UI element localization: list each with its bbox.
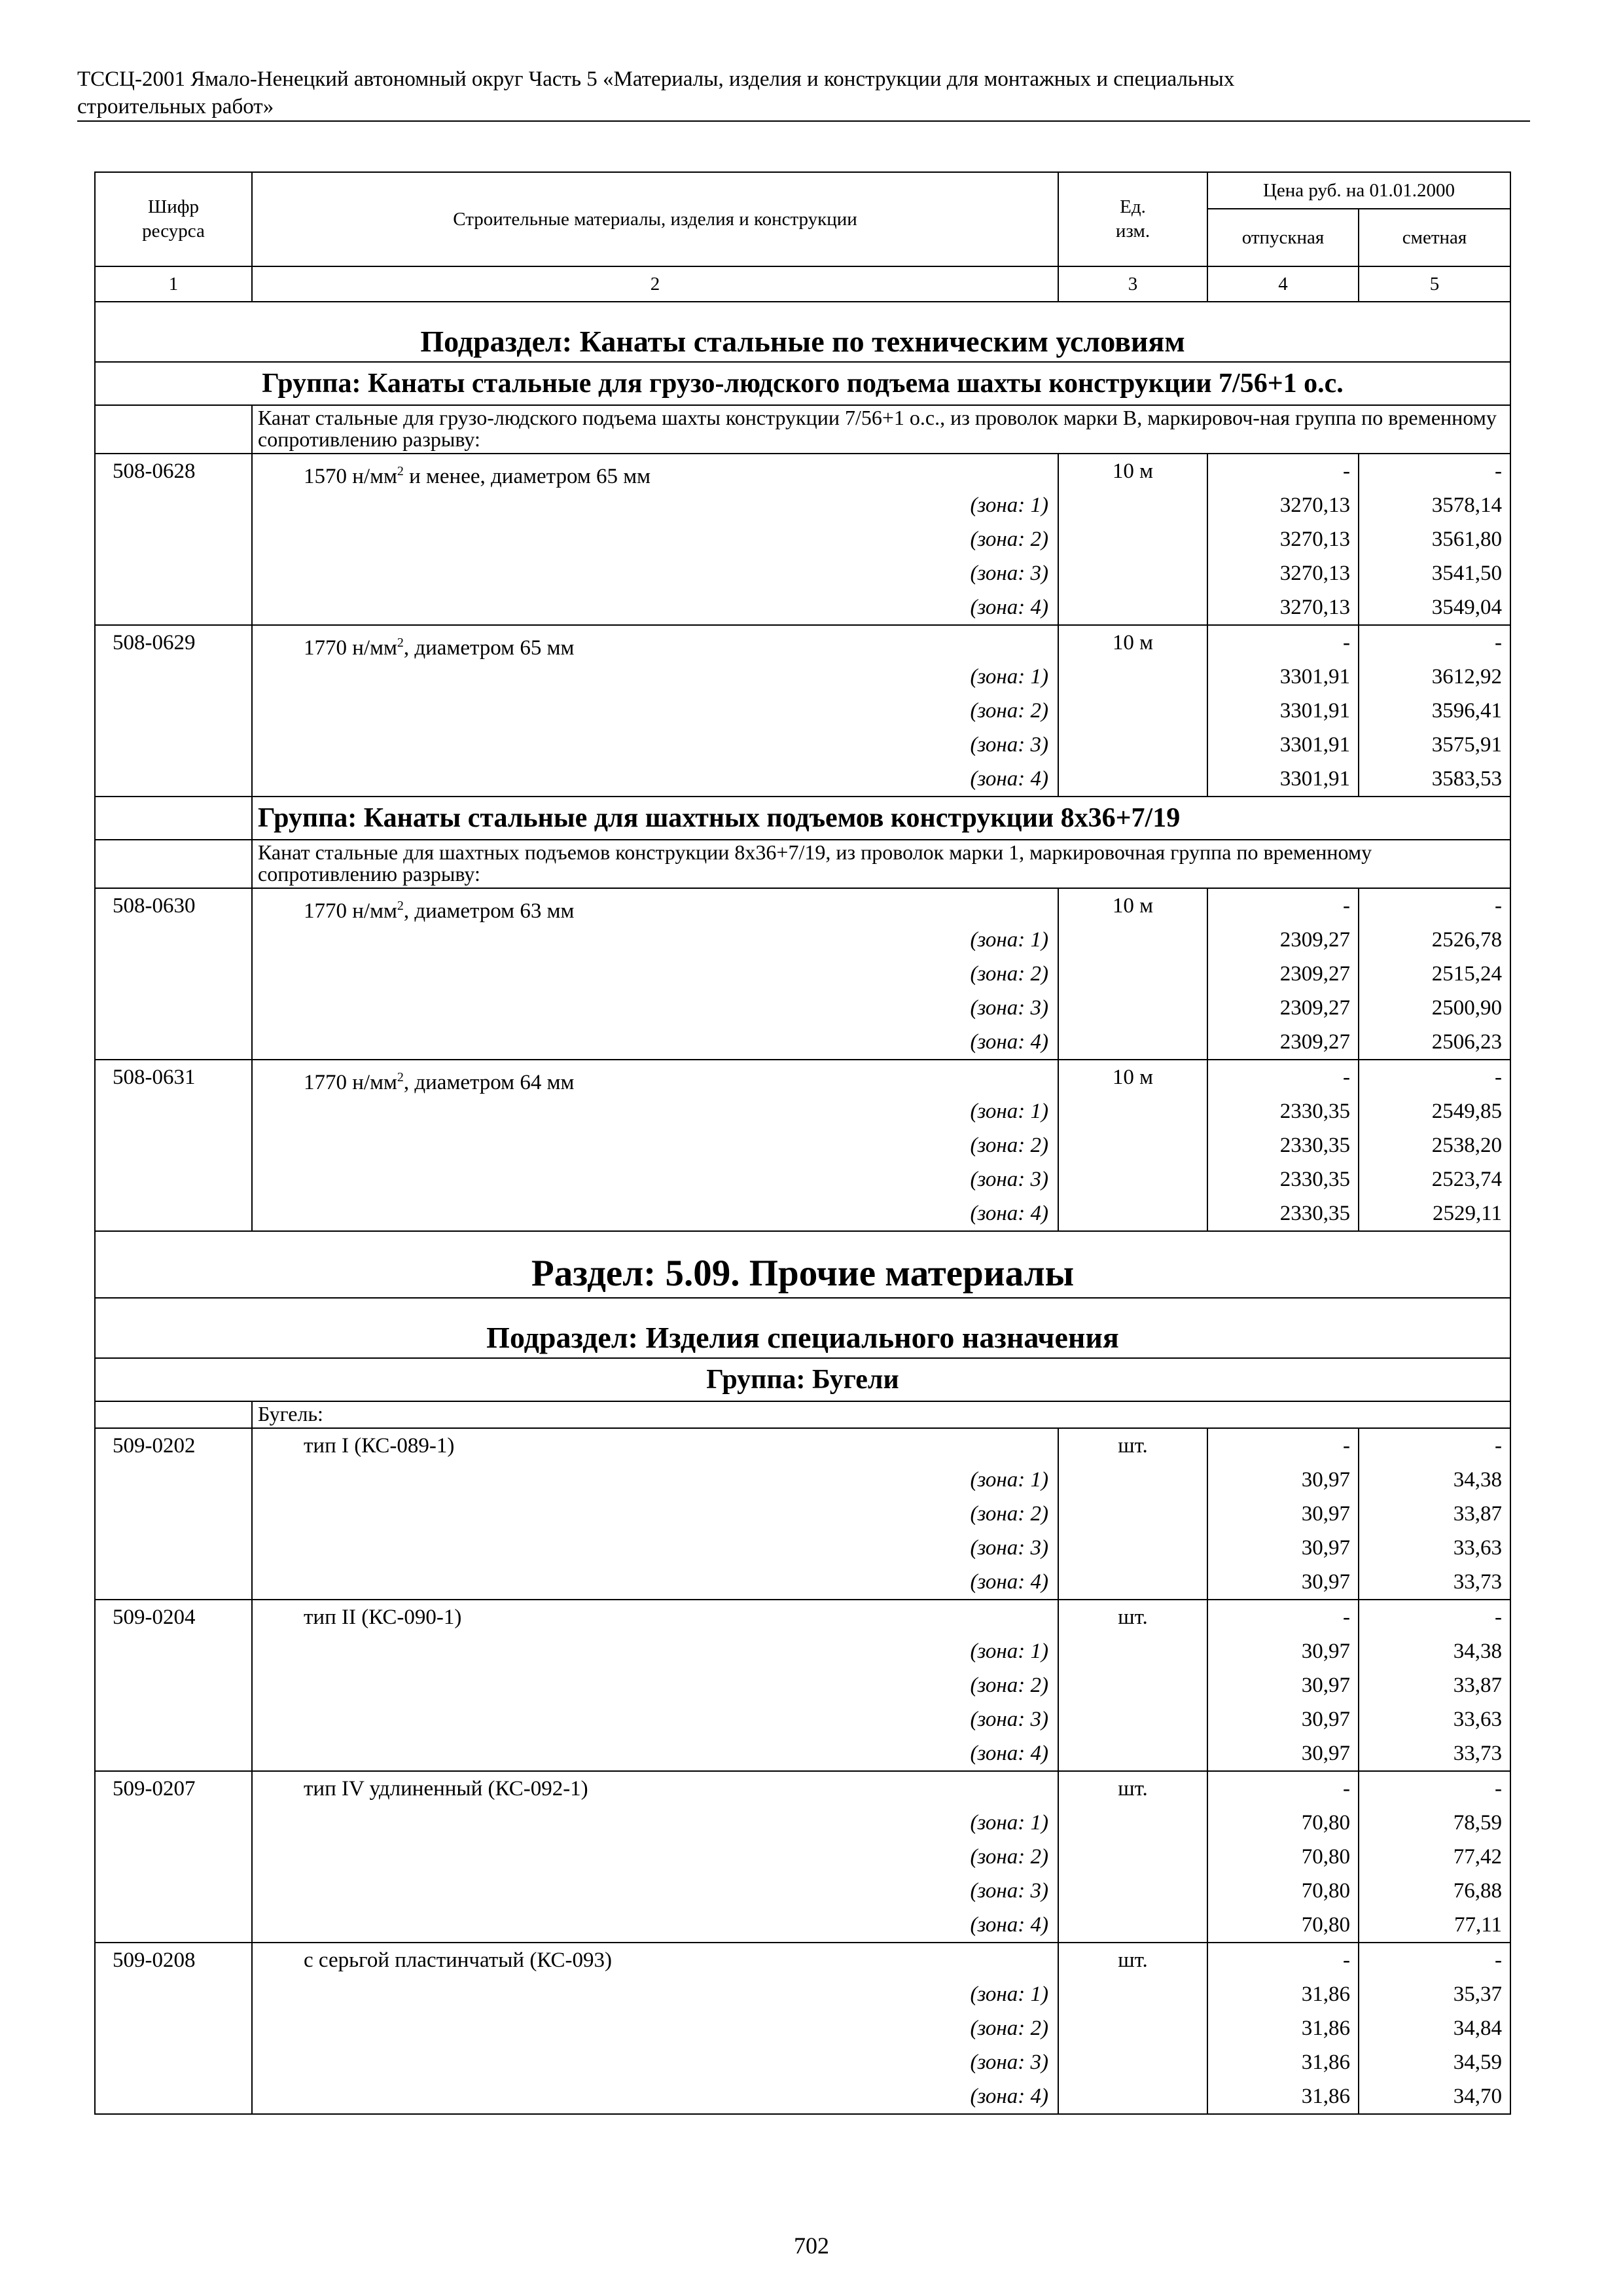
release-price-dash: -	[1343, 1066, 1350, 1089]
zone-label: (зона: 4)	[970, 1202, 1048, 1225]
material-name	[253, 1429, 1058, 1463]
release-price: 2330,35	[1279, 1202, 1350, 1225]
empty-cell	[95, 405, 252, 454]
material-name-suffix: и менее, диаметром 65 мм	[403, 465, 651, 488]
estimate-price-dash: -	[1495, 894, 1502, 918]
estimate-price: 3541,50	[1431, 562, 1502, 585]
estimate-price-dash: -	[1495, 1605, 1502, 1629]
table-row	[95, 1600, 1510, 1771]
superscript: 2	[397, 636, 404, 650]
zone-label: (зона: 3)	[970, 2051, 1048, 2074]
release-price: 3301,91	[1279, 699, 1350, 723]
group-description: Канат стальные для грузо-людского подъема шахты конструкции 7/56+1 о.с., из проволок марки В, маркировоч-ная группа по временному сопротивлению разрыву:	[252, 405, 1510, 454]
estimate-price: 2500,90	[1431, 996, 1502, 1020]
material-name-cell	[252, 1060, 1058, 1231]
zone-label: (зона: 4)	[970, 1913, 1048, 1937]
release-price: 3270,13	[1279, 596, 1350, 619]
release-price: 30,97	[1301, 1640, 1350, 1663]
zone-label: (зона: 1)	[970, 1100, 1048, 1123]
release-price-dash: -	[1343, 1434, 1350, 1458]
material-name-text: тип IV удлиненный (КС-092-1)	[304, 1777, 588, 1801]
zone-label: (зона: 3)	[970, 1879, 1048, 1903]
material-name-suffix: , диаметром 63 мм	[403, 899, 575, 923]
unit: 10 м	[1112, 1066, 1154, 1089]
section-title: Раздел: 5.09. Прочие материалы	[95, 1231, 1510, 1298]
zone-label: (зона: 1)	[970, 1640, 1048, 1663]
resource-code-cell	[95, 1600, 252, 1771]
unit: шт.	[1118, 1948, 1148, 1972]
release-price: 30,97	[1301, 1674, 1350, 1697]
release-price: 31,86	[1301, 2085, 1350, 2108]
material-name-text: 1570 н/мм	[304, 465, 397, 488]
release-price: 70,80	[1301, 1811, 1350, 1835]
release-price: 3270,13	[1279, 528, 1350, 551]
estimate-price: 35,37	[1453, 1982, 1502, 2006]
material-name-cell	[252, 1943, 1058, 2114]
resource-code-cell	[95, 1428, 252, 1600]
table-row	[95, 888, 1510, 1060]
estimate-price: 3578,14	[1431, 493, 1502, 517]
estimate-price-cell	[1359, 1600, 1510, 1771]
estimate-price: 3561,80	[1431, 528, 1502, 551]
resource-code-cell	[95, 454, 252, 625]
estimate-price: 2506,23	[1431, 1030, 1502, 1054]
estimate-price: 34,38	[1453, 1640, 1502, 1663]
unit-cell	[1058, 1060, 1207, 1231]
estimate-price: 3612,92	[1431, 665, 1502, 689]
material-name-text: 1770 н/мм	[304, 636, 397, 660]
estimate-price-dash: -	[1495, 1434, 1502, 1458]
estimate-price-cell	[1359, 1771, 1510, 1943]
material-name	[253, 1060, 1058, 1094]
material-name-cell	[252, 1428, 1058, 1600]
group-description: Бугель:	[252, 1401, 1510, 1428]
zone-label: (зона: 2)	[970, 1845, 1048, 1869]
material-name	[253, 889, 1058, 923]
estimate-price: 33,63	[1453, 1536, 1502, 1560]
estimate-price-cell	[1359, 888, 1510, 1060]
release-price: 3270,13	[1279, 493, 1350, 517]
release-price: 3301,91	[1279, 665, 1350, 689]
estimate-price: 34,38	[1453, 1468, 1502, 1492]
estimate-price: 34,84	[1453, 2017, 1502, 2040]
estimate-price-dash: -	[1495, 1948, 1502, 1972]
col-number-4: 4	[1207, 266, 1359, 302]
material-name	[253, 1772, 1058, 1806]
zone-label: (зона: 4)	[970, 1570, 1048, 1594]
estimate-price: 2523,74	[1431, 1168, 1502, 1191]
material-name	[253, 1943, 1058, 1977]
zone-label: (зона: 2)	[970, 1502, 1048, 1526]
estimate-price-cell	[1359, 1943, 1510, 2114]
estimate-price: 77,11	[1454, 1913, 1502, 1937]
price-table	[94, 171, 1511, 2115]
zone-label: (зона: 2)	[970, 699, 1048, 723]
release-price-cell	[1207, 625, 1359, 797]
release-price: 30,97	[1301, 1742, 1350, 1765]
table-row	[95, 1428, 1510, 1600]
release-price: 2309,27	[1279, 996, 1350, 1020]
table-row	[95, 1060, 1510, 1231]
material-name-cell	[252, 888, 1058, 1060]
release-price-cell	[1207, 1428, 1359, 1600]
superscript: 2	[397, 899, 404, 913]
zone-label: (зона: 2)	[970, 528, 1048, 551]
release-price-cell	[1207, 1060, 1359, 1231]
resource-code: 509-0208	[113, 1948, 196, 1972]
superscript: 2	[397, 1070, 404, 1085]
estimate-price: 2526,78	[1431, 928, 1502, 952]
estimate-price: 2549,85	[1431, 1100, 1502, 1123]
unit: 10 м	[1112, 631, 1154, 655]
estimate-price: 33,63	[1453, 1708, 1502, 1731]
estimate-price-dash: -	[1495, 631, 1502, 655]
resource-code-cell	[95, 1943, 252, 2114]
table-row	[95, 625, 1510, 797]
release-price-dash: -	[1343, 631, 1350, 655]
group-title: Группа: Канаты стальные для шахтных подъемов конструкции 8x36+7/19	[252, 797, 1510, 840]
estimate-price: 33,73	[1453, 1742, 1502, 1765]
zone-label: (зона: 3)	[970, 733, 1048, 757]
unit: 10 м	[1112, 459, 1154, 483]
release-price: 2330,35	[1279, 1134, 1350, 1157]
resource-code-cell	[95, 1060, 252, 1231]
group-title: Группа: Бугели	[95, 1358, 1510, 1401]
col-number-5: 5	[1359, 266, 1510, 302]
unit-cell	[1058, 454, 1207, 625]
resource-code: 509-0202	[113, 1434, 196, 1458]
header-line-2: строительных работ»	[77, 95, 274, 118]
price-table-body	[95, 172, 1510, 2114]
release-price-dash: -	[1343, 459, 1350, 483]
estimate-price: 3549,04	[1431, 596, 1502, 619]
group-title: Группа: Канаты стальные для грузо-людского подъема шахты конструкции 7/56+1 о.с.	[95, 362, 1510, 405]
zone-label: (зона: 4)	[970, 1742, 1048, 1765]
col-number-3: 3	[1058, 266, 1207, 302]
estimate-price: 3583,53	[1431, 767, 1502, 791]
material-name-cell	[252, 1600, 1058, 1771]
col-number-1: 1	[95, 266, 252, 302]
superscript: 2	[397, 464, 404, 478]
col-header-price: Цена руб. на 01.01.2000	[1207, 172, 1510, 209]
table-row	[95, 454, 1510, 625]
estimate-price: 3596,41	[1431, 699, 1502, 723]
release-price-cell	[1207, 1771, 1359, 1943]
resource-code: 508-0631	[113, 1066, 196, 1089]
estimate-price-cell	[1359, 1060, 1510, 1231]
zone-label: (зона: 3)	[970, 562, 1048, 585]
estimate-price: 2538,20	[1431, 1134, 1502, 1157]
material-name	[253, 1600, 1058, 1634]
zone-label: (зона: 2)	[970, 1134, 1048, 1157]
release-price-dash: -	[1343, 1777, 1350, 1801]
resource-code-cell	[95, 888, 252, 1060]
unit-cell	[1058, 888, 1207, 1060]
resource-code-cell	[95, 625, 252, 797]
material-name-cell	[252, 454, 1058, 625]
release-price-dash: -	[1343, 894, 1350, 918]
zone-label: (зона: 4)	[970, 767, 1048, 791]
release-price-cell	[1207, 1600, 1359, 1771]
empty-cell	[95, 840, 252, 888]
zone-label: (зона: 1)	[970, 928, 1048, 952]
zone-label: (зона: 4)	[970, 2085, 1048, 2108]
release-price: 2330,35	[1279, 1100, 1350, 1123]
release-price: 70,80	[1301, 1913, 1350, 1937]
table-row	[95, 1943, 1510, 2114]
estimate-price: 3575,91	[1431, 733, 1502, 757]
estimate-price: 2515,24	[1431, 962, 1502, 986]
material-name-cell	[252, 1771, 1058, 1943]
estimate-price-dash: -	[1495, 1777, 1502, 1801]
unit: шт.	[1118, 1434, 1148, 1458]
release-price: 2309,27	[1279, 962, 1350, 986]
resource-code-cell	[95, 1771, 252, 1943]
col-header-release-price: отпускная	[1207, 209, 1359, 266]
material-name-suffix: , диаметром 65 мм	[403, 636, 575, 660]
release-price-cell	[1207, 888, 1359, 1060]
estimate-price-cell	[1359, 625, 1510, 797]
col-header-estimate-price: сметная	[1359, 209, 1510, 266]
zone-label: (зона: 3)	[970, 996, 1048, 1020]
material-name	[253, 626, 1058, 660]
empty-cell	[95, 1401, 252, 1428]
zone-label: (зона: 1)	[970, 1468, 1048, 1492]
subsection-title: Подраздел: Изделия специального назначения	[95, 1298, 1510, 1358]
zone-label: (зона: 2)	[970, 962, 1048, 986]
empty-cell	[95, 797, 252, 840]
zone-label: (зона: 3)	[970, 1168, 1048, 1191]
estimate-price-dash: -	[1495, 459, 1502, 483]
release-price: 2309,27	[1279, 928, 1350, 952]
estimate-price: 33,73	[1453, 1570, 1502, 1594]
release-price: 30,97	[1301, 1536, 1350, 1560]
estimate-price-cell	[1359, 454, 1510, 625]
unit-cell	[1058, 625, 1207, 797]
release-price: 31,86	[1301, 2051, 1350, 2074]
zone-label: (зона: 4)	[970, 596, 1048, 619]
release-price: 30,97	[1301, 1468, 1350, 1492]
material-name-text: с серьгой пластинчатый (КС-093)	[304, 1948, 612, 1972]
unit: шт.	[1118, 1605, 1148, 1629]
zone-label: (зона: 2)	[970, 2017, 1048, 2040]
zone-label: (зона: 1)	[970, 1982, 1048, 2006]
unit: 10 м	[1112, 894, 1154, 918]
group-description: Канат стальные для шахтных подъемов конструкции 8x36+7/19, из проволок марки 1, маркировочная группа по временному сопротивлению разрыву:	[252, 840, 1510, 888]
release-price: 70,80	[1301, 1845, 1350, 1869]
subsection-title: Подраздел: Канаты стальные по техническим условиям	[95, 302, 1510, 362]
material-name-text: 1770 н/мм	[304, 899, 397, 923]
material-name-text: 1770 н/мм	[304, 1071, 397, 1094]
zone-label: (зона: 1)	[970, 493, 1048, 517]
release-price-cell	[1207, 1943, 1359, 2114]
material-name-text: тип II (КС-090-1)	[304, 1605, 462, 1629]
col-header-unit: Ед. изм.	[1058, 172, 1207, 266]
header-rule	[77, 120, 1530, 122]
release-price: 30,97	[1301, 1502, 1350, 1526]
unit-cell	[1058, 1943, 1207, 2114]
release-price: 3301,91	[1279, 733, 1350, 757]
zone-label: (зона: 2)	[970, 1674, 1048, 1697]
estimate-price: 33,87	[1453, 1674, 1502, 1697]
release-price-cell	[1207, 454, 1359, 625]
resource-code: 508-0630	[113, 894, 196, 918]
col-header-code: Шифр ресурса	[95, 172, 252, 266]
material-name-cell	[252, 625, 1058, 797]
estimate-price-cell	[1359, 1428, 1510, 1600]
release-price: 3270,13	[1279, 562, 1350, 585]
zone-label: (зона: 3)	[970, 1536, 1048, 1560]
estimate-price: 33,87	[1453, 1502, 1502, 1526]
material-name-suffix: , диаметром 64 мм	[403, 1071, 575, 1094]
table-row	[95, 1771, 1510, 1943]
estimate-price: 34,70	[1453, 2085, 1502, 2108]
release-price-dash: -	[1343, 1948, 1350, 1972]
unit-cell	[1058, 1600, 1207, 1771]
zone-label: (зона: 3)	[970, 1708, 1048, 1731]
col-number-2: 2	[252, 266, 1058, 302]
material-name-text: тип I (КС-089-1)	[304, 1434, 455, 1458]
header-line-1: ТССЦ-2001 Ямало-Ненецкий автономный округ Часть 5 «Материалы, изделия и конструкции для монтажных и специальных	[77, 67, 1235, 91]
zone-label: (зона: 1)	[970, 665, 1048, 689]
resource-code: 509-0207	[113, 1777, 196, 1801]
release-price: 31,86	[1301, 1982, 1350, 2006]
release-price: 3301,91	[1279, 767, 1350, 791]
release-price: 30,97	[1301, 1570, 1350, 1594]
resource-code: 508-0628	[113, 459, 196, 483]
unit: шт.	[1118, 1777, 1148, 1801]
release-price: 70,80	[1301, 1879, 1350, 1903]
estimate-price: 77,42	[1453, 1845, 1502, 1869]
resource-code: 508-0629	[113, 631, 196, 655]
page-header	[77, 65, 1530, 120]
col-header-name: Строительные материалы, изделия и конструкции	[252, 172, 1058, 266]
zone-label: (зона: 4)	[970, 1030, 1048, 1054]
estimate-price-dash: -	[1495, 1066, 1502, 1089]
estimate-price: 34,59	[1453, 2051, 1502, 2074]
zone-label: (зона: 1)	[970, 1811, 1048, 1835]
release-price: 2309,27	[1279, 1030, 1350, 1054]
resource-code: 509-0204	[113, 1605, 196, 1629]
release-price-dash: -	[1343, 1605, 1350, 1629]
estimate-price: 78,59	[1453, 1811, 1502, 1835]
page-number: 702	[794, 2233, 829, 2259]
release-price: 30,97	[1301, 1708, 1350, 1731]
unit-cell	[1058, 1771, 1207, 1943]
estimate-price: 2529,11	[1432, 1202, 1502, 1225]
unit-cell	[1058, 1428, 1207, 1600]
estimate-price: 76,88	[1453, 1879, 1502, 1903]
material-name	[253, 454, 1058, 488]
release-price: 31,86	[1301, 2017, 1350, 2040]
release-price: 2330,35	[1279, 1168, 1350, 1191]
